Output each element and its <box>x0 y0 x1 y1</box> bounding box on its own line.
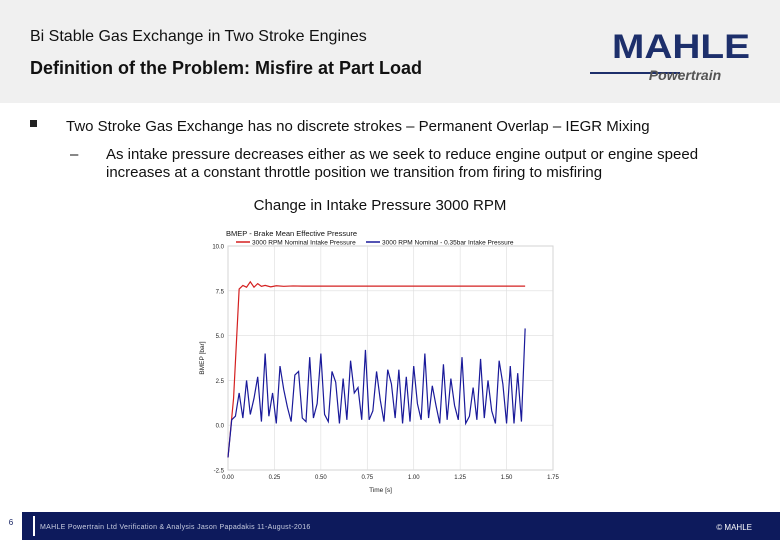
y-tick-label: 0.0 <box>215 423 224 430</box>
y-tick-label: 5.0 <box>215 334 224 341</box>
y-tick-label: 2.5 <box>215 378 224 385</box>
x-tick-label: 0.50 <box>315 475 327 481</box>
footer-divider <box>33 516 35 536</box>
chart-heading: Change in Intake Pressure 3000 RPM <box>253 197 507 214</box>
slide-footer <box>0 512 780 540</box>
y-tick-label: 10.0 <box>212 244 224 251</box>
x-tick-label: 0.25 <box>268 475 281 481</box>
y-tick-label: -2.5 <box>213 468 224 475</box>
page-number: 6 <box>0 512 22 540</box>
sub-bullet-dash: – <box>70 146 79 163</box>
legend-label: 3000 RPM Nominal - 0.35bar Intake Pressure <box>382 239 514 247</box>
footer-copyright: © MAHLE <box>716 523 752 532</box>
x-tick-label: 1.75 <box>547 475 559 481</box>
mahle-logo <box>590 30 760 90</box>
x-tick-label: 0.75 <box>361 475 374 481</box>
x-tick-label: 1.25 <box>454 475 466 481</box>
x-axis-label: Time [s] <box>369 487 392 494</box>
bmep-chart <box>190 214 580 504</box>
sub-bullet-text: As intake pressure decreases either as we seek to reduce engine output or engine speed increases at a constant throttle position we transition from firing to misfiring <box>106 146 699 181</box>
slide-title: Bi Stable Gas Exchange in Two Stroke Engines <box>30 28 367 45</box>
plot-area <box>228 246 553 470</box>
slide-header <box>0 0 780 103</box>
x-tick-label: 1.50 <box>500 475 513 481</box>
bullet-square-icon <box>30 120 37 127</box>
slide-subtitle: Definition of the Problem: Misfire at Part Load <box>30 58 423 78</box>
chart-title: BMEP - Brake Mean Effective Pressure <box>226 229 358 238</box>
logo-brand: MAHLE <box>612 30 750 66</box>
logo-division: Powertrain <box>648 67 722 83</box>
footer-text: MAHLE Powertrain Ltd Verification & Analysis Jason Papadakis 11-August-2016 <box>40 524 311 531</box>
x-tick-label: 1.00 <box>407 475 420 481</box>
bullet-text-1: Two Stroke Gas Exchange has no discrete strokes – Permanent Overlap – IEGR Mixing <box>66 118 650 135</box>
y-axis-label: BMEP [bar] <box>199 341 206 375</box>
y-tick-label: 7.5 <box>215 289 224 296</box>
legend-label: 3000 RPM Nominal Intake Pressure <box>252 239 356 247</box>
x-tick-label: 0.00 <box>222 475 234 481</box>
